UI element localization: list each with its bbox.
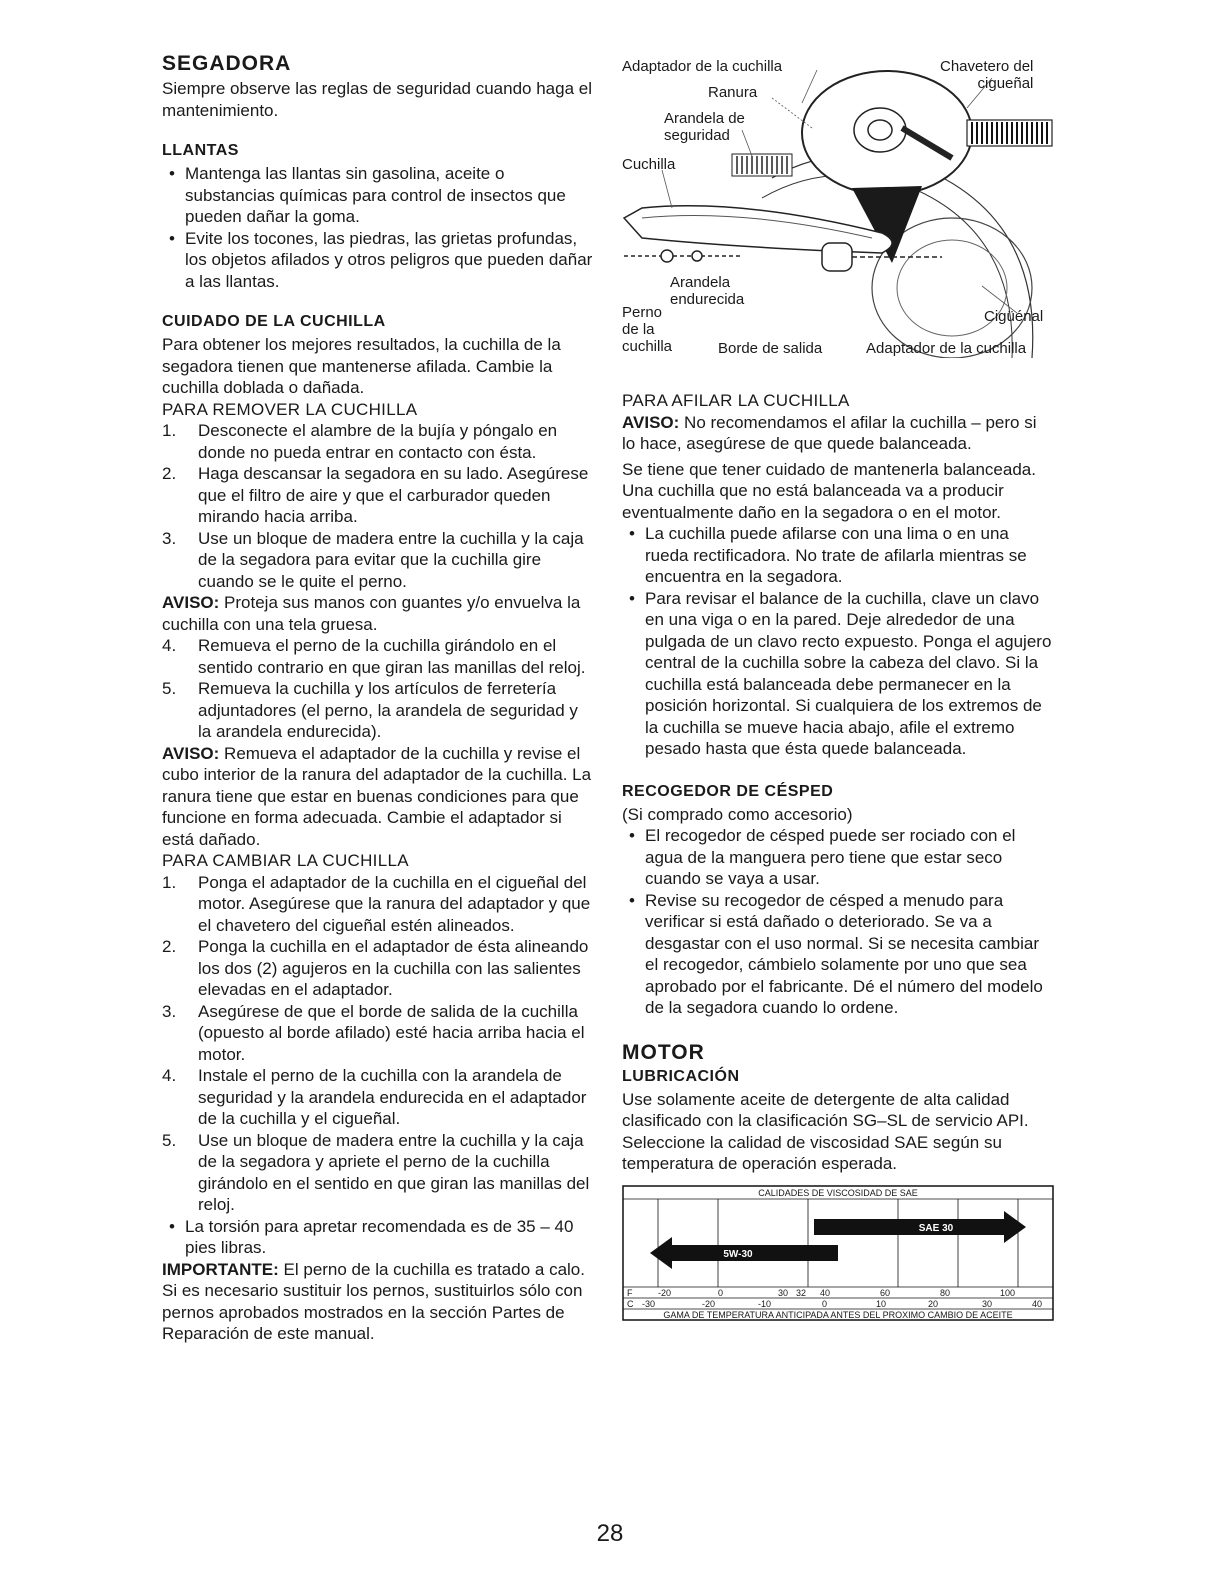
list-item: 5. Use un bloque de madera entre la cuchilla y la caja de la segadora y apriete el perno de la cuchilla girándolo en el sentido en que giran las manillas del reloj. [162,1130,590,1214]
label-cuchilla: Cuchilla [622,156,676,173]
cuidado-heading: CUIDADO DE LA CUCHILLA [162,313,386,330]
segadora-title: SEGADORA [162,52,292,75]
recogedor-heading: RECOGEDOR DE CÉSPED [622,782,834,800]
f-tick-label: 0 [718,1287,724,1298]
chart-footer: GAMA DE TEMPERATURA ANTICIPADA ANTES DEL PROXIMO CAMBIO DE ACEITE [663,1309,1013,1320]
list-item: 3. Asegúrese de que el borde de salida de la cuchilla (opuesto al borde afilado) esté hacia arriba hacia el motor. [162,1001,585,1064]
lubricacion-text: Use solamente aceite de detergente de alta calidad clasificado con la clasificación SG–SL de servicio API. Seleccione la calidad de viscosidad SAE según su temperatura de operación esperada. [622,1089,1029,1173]
list-item: 3. Use un bloque de madera entre la cuchilla y la caja de la segadora para evitar que la cuchilla gire cuando se le quite el perno. [162,528,584,591]
afilar-heading: PARA AFILAR LA CUCHILLA [622,391,850,410]
label-arandela-seguridad: Arandela de seguridad [664,110,745,144]
llantas-list [162,163,594,292]
viscosity-bar-label: 5W-30 [723,1248,753,1260]
motor-title: MOTOR [622,1040,705,1064]
list-item: • La cuchilla puede afilarse con una lima o en una rueda rectificadora. No trate de afilarla mientras se encuentra en la segadora. [629,524,1027,586]
f-tick-label: 40 [820,1287,831,1298]
right-column [622,58,1054,1321]
label-borde: Borde de salida [718,340,823,357]
chart-c-label: C [627,1298,634,1309]
f-tick-label: 100 [1000,1287,1016,1298]
list-item: • Para revisar el balance de la cuchilla, clave un clavo en una viga o en la pared. Deje alrededor de una pulgada de un clavo recto expuesto. Ponga el agujero central de la cuchilla sobre la cabeza del clavo. Si la cuchilla está balanceada debe permanecer en la posición horizontal. Si cualquiera de los extremos de la cuchilla se mueve hacia abajo, afile el extremo pesado hasta que ésta quede balanceada. [629,588,1052,758]
c-tick-label: 10 [876,1298,887,1309]
label-adaptador-bottom: Adaptador de la cuchilla [866,340,1027,357]
label-adaptador-top: Adaptador de la cuchilla [622,58,783,75]
f-tick-label: -20 [658,1287,672,1298]
aviso-1: AVISO: Proteja sus manos con guantes y/o envuelva la cuchilla con una tela gruesa. [162,593,581,634]
c-tick-label: 20 [928,1298,939,1309]
label-chavetero: Chavetero del cigueñal [940,58,1034,92]
list-item: 1. Ponga el adaptador de la cuchilla en el cigueñal del motor. Asegúrese que la ranura del adaptador y que el chavetero del cigueñal estén alineados. [162,872,591,935]
afilar-list [622,523,1054,760]
label-ciguenal: Cigüénal [984,308,1044,325]
f-tick-label: 60 [880,1287,891,1298]
c-tick-label: -20 [702,1298,716,1309]
remover-steps-b [162,635,594,743]
recogedor-note: (Si comprado como accesorio) [622,804,853,824]
c-tick-label: 0 [822,1298,828,1309]
recogedor-list [622,825,1054,1019]
list-item: • La torsión para apretar recomendada es de 35 – 40 pies libras. [169,1216,574,1257]
page-number: 28 [596,1520,624,1547]
c-tick-label: 30 [982,1298,993,1309]
c-tick-label: 40 [1032,1298,1043,1309]
lubricacion-heading: LUBRICACIÓN [622,1067,740,1085]
remover-steps-a [162,420,594,592]
list-item: • Mantenga las llantas sin gasolina, aceite o substancias químicas para control de insectos que pueden dañar la goma. [169,164,566,226]
chart-title: CALIDADES DE VISCOSIDAD DE SAE [758,1187,918,1198]
f-tick-label: 32 [796,1287,807,1298]
cambiar-steps [162,872,594,1216]
chart-f-label: F [627,1287,633,1298]
list-item: 1. Desconecte el alambre de la bujía y póngalo en donde no pueda entrar en contacto con ésta. [162,421,558,462]
label-ranura: Ranura [708,84,758,101]
cuidado-text: Para obtener los mejores resultados, la cuchilla de la segadora tienen que mantenerse afilada. Cambie la cuchilla doblada o dañada. [162,335,561,397]
list-item: • Revise su recogedor de césped a menudo para verificar si está dañado o deteriorado. Se va a desgastar con el uso normal. Si se necesita cambiar el recogedor, cámbielo solamente por uno que sea aprobado por el fabricante. Dé el número del modelo de la segadora cuando lo ordene. [629,890,1043,1017]
list-item: 5. Remueva la cuchilla y los artículos de ferretería adjuntadores (el perno, la arandela de seguridad y la arandela endurecida). [162,679,578,741]
viscosity-bar-label: SAE 30 [918,1222,954,1234]
list-item: 4. Instale el perno de la cuchilla con la arandela de seguridad y la arandela endurecida en el adaptador de la cuchilla y el cigueñal. [162,1066,587,1128]
afilar-text: Se tiene que tener cuidado de mantenerla balanceada. Una cuchilla que no está balanceada va a producir eventualmente daño en la segadora o en el motor. [622,459,1036,522]
f-tick-label: 80 [940,1287,951,1298]
list-item: • Evite los tocones, las piedras, las grietas profundas, los objetos afilados y otros peligros que pueden dañar a las llantas. [169,228,593,291]
f-tick-label: 30 [778,1287,789,1298]
c-tick-label: -10 [758,1298,772,1309]
list-item: 4. Remueva el perno de la cuchilla girándolo en el sentido contrario en que giran las manillas del reloj. [162,636,586,677]
list-item: 2. Haga descansar la segadora en su lado. Asegúrese que el filtro de aire y que el carburador queden mirando hacia arriba. [162,464,589,526]
importante-note: IMPORTANTE: El perno de la cuchilla es tratado a calo. Si es necesario sustituir los pernos, sustituirlos sólo con pernos aprobados mostrados en la sección Partes de Reparación de este manual. [162,1259,585,1343]
cambiar-heading: PARA CAMBIAR LA CUCHILLA [162,851,409,870]
list-item: 2. Ponga la cuchilla en el adaptador de ésta alineando los dos (2) agujeros en la cuchilla con las salientes elevadas en el adaptador. [162,937,589,999]
afilar-aviso: AVISO: No recomendamos el afilar la cuchilla – pero si lo hace, asegúrese de que quede balanceada. [622,412,1037,453]
list-item: • El recogedor de césped puede ser rociado con el agua de la manguera pero tiene que estar seco cuando se vaya a usar. [629,826,1016,888]
remover-heading: PARA REMOVER LA CUCHILLA [162,399,418,419]
viscosity-chart [622,1185,1054,1321]
c-tick-label: -30 [642,1298,656,1309]
left-column [162,52,594,1345]
label-arandela-endurecida: Arandela endurecida [670,274,745,308]
llantas-heading: LLANTAS [162,142,239,159]
blade-assembly-diagram [622,58,1054,378]
label-perno: Perno de la cuchilla [622,304,673,355]
torsion-list [162,1216,594,1259]
aviso-2: AVISO: Remueva el adaptador de la cuchilla y revise el cubo interior de la ranura del adaptador de la cuchilla. La ranura tiene que estar en buenas condiciones para que funcione en forma adecuada. Cambie el adaptador si está dañado. [162,743,592,849]
segadora-intro: Siempre observe las reglas de seguridad cuando haga el mantenimiento. [162,79,592,120]
